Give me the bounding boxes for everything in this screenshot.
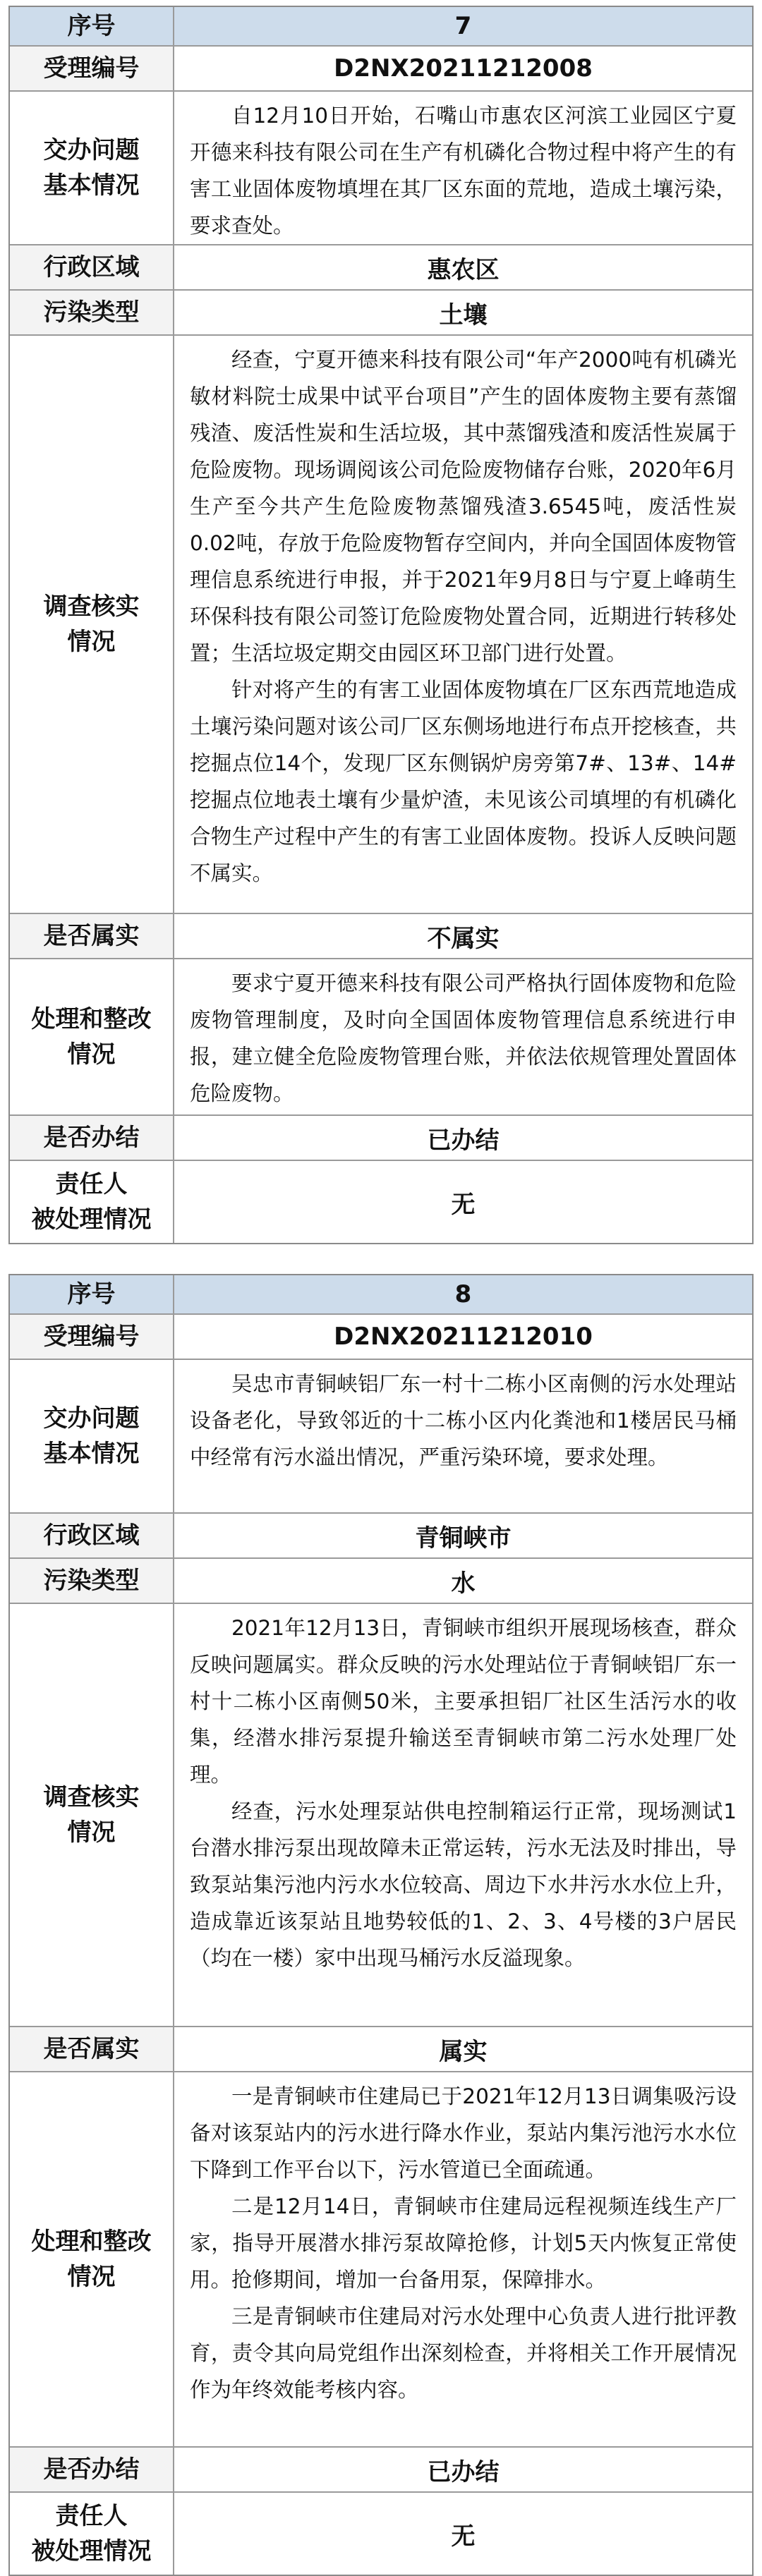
code-value: D2NX20211212010 bbox=[334, 1323, 593, 1351]
investigation-label: 调查核实 情况 bbox=[10, 336, 174, 913]
row-handling bbox=[10, 959, 752, 1116]
done-label: 是否办结 bbox=[10, 2448, 174, 2491]
investigation-text bbox=[174, 1604, 752, 2026]
row-responsible bbox=[10, 2493, 752, 2575]
seq-value: 8 bbox=[174, 1275, 752, 1313]
handling-label: 处理和整改 情况 bbox=[10, 959, 174, 1114]
issue-label: 交办问题 基本情况 bbox=[10, 92, 174, 244]
code-label: 受理编号 bbox=[10, 1315, 174, 1359]
responsible-label: 责任人 被处理情况 bbox=[10, 2493, 174, 2575]
code-label: 受理编号 bbox=[10, 47, 174, 90]
seq-label: 序号 bbox=[10, 1275, 174, 1313]
region-label: 行政区域 bbox=[10, 245, 174, 289]
row-region bbox=[10, 245, 752, 291]
handling-text bbox=[174, 2072, 752, 2446]
responsible-label: 责任人 被处理情况 bbox=[10, 1161, 174, 1243]
handling-para: 要求宁夏开德来科技有限公司严格执行固体废物和危险废物管理制度，及时向全国固体废物管理信息系统进行申报，建立健全危险废物管理台账，并依法依规管理处置固体危险废物。 bbox=[190, 971, 737, 1105]
true-value: 属实 bbox=[439, 2037, 488, 2066]
investigation-text bbox=[174, 336, 752, 913]
handling-para: 二是12月14日，青铜峡市住建局远程视频连线生产厂家，指导开展潜水排污泵故障抢修，计划5天内恢复正常使用。抢修期间，增加一台备用泵，保障排水。 bbox=[190, 2194, 737, 2292]
seq-value: 7 bbox=[174, 7, 752, 45]
row-code bbox=[10, 1315, 752, 1360]
seq-label: 序号 bbox=[10, 7, 174, 45]
row-handling bbox=[10, 2072, 752, 2448]
done-label: 是否办结 bbox=[10, 1116, 174, 1160]
row-done bbox=[10, 2448, 752, 2493]
issue-text: 自12月10日开始，石嘴山市惠农区河滨工业园区宁夏开德来科技有限公司在生产有机磷化合物过程中将产生的有害工业固体废物填埋在其厂区东面的荒地，造成土壤污染，要求查处。 bbox=[190, 104, 737, 238]
region-label: 行政区域 bbox=[10, 1514, 174, 1557]
row-done bbox=[10, 1116, 752, 1161]
investigation-para: 2021年12月13日，青铜峡市组织开展现场核查，群众反映问题属实。群众反映的污水处理站位于青铜峡铝厂东一村十二栋小区南侧50米，主要承担铝厂社区生活污水的收集，经潜水排污泵提升输送至青铜峡市第二污水处理厂处理。 bbox=[190, 1616, 737, 1787]
handling-para: 三是青铜峡市住建局对污水处理中心负责人进行批评教育，责令其向局党组作出深刻检查，并将相关工作开展情况作为年终效能考核内容。 bbox=[190, 2304, 737, 2402]
pollution-type-label: 污染类型 bbox=[10, 1559, 174, 1603]
responsible-value: 无 bbox=[451, 1190, 476, 1219]
region-value: 青铜峡市 bbox=[415, 1524, 512, 1553]
row-code bbox=[10, 47, 752, 92]
row-investigation bbox=[10, 336, 752, 914]
handling-para: 一是青铜峡市住建局已于2021年12月13日调集吸污设备对该泵站内的污水进行降水作业，泵站内集污池污水水位下降到工作平台以下，污水管道已全面疏通。 bbox=[190, 2084, 737, 2182]
pollution-type-label: 污染类型 bbox=[10, 291, 174, 334]
row-region bbox=[10, 1514, 752, 1559]
row-pollution-type bbox=[10, 1559, 752, 1604]
case-card-8 bbox=[8, 1274, 754, 2576]
true-label: 是否属实 bbox=[10, 914, 174, 958]
case-card-7 bbox=[8, 6, 754, 1244]
row-seq bbox=[10, 7, 752, 47]
investigation-para: 经查，污水处理泵站供电控制箱运行正常，现场测试1台潜水排污泵出现故障未正常运转，污水无法及时排出，导致泵站集污池内污水水位较高、周边下水井污水水位上升，造成靠近该泵站且地势较低的1、2、3、4号楼的3户居民（均在一楼）家中出现马桶污水反溢现象。 bbox=[190, 1799, 737, 1970]
handling-label: 处理和整改 情况 bbox=[10, 2072, 174, 2446]
issue-text: 吴忠市青铜峡铝厂东一村十二栋小区南侧的污水处理站设备老化，导致邻近的十二栋小区内化粪池和1楼居民马桶中经常有污水溢出情况，严重污染环境，要求处理。 bbox=[190, 1372, 737, 1469]
done-value: 已办结 bbox=[427, 1126, 500, 1155]
true-value: 不属实 bbox=[427, 924, 500, 953]
row-issue bbox=[10, 92, 752, 245]
investigation-label: 调查核实 情况 bbox=[10, 1604, 174, 2026]
code-value: D2NX20211212008 bbox=[334, 54, 593, 83]
investigation-para: 针对将产生的有害工业固体废物填在厂区东西荒地造成土壤污染问题对该公司厂区东侧场地进行布点开挖核查，共挖掘点位14个，发现厂区东侧锅炉房旁第7#、13#、14#挖掘点位地表土壤有少量炉渣，未见该公司填埋的有机磷化合物生产过程中产生的有害工业固体废物。投诉人反映问题不属实。 bbox=[190, 678, 737, 885]
row-issue bbox=[10, 1360, 752, 1514]
pollution-type-value: 水 bbox=[451, 1569, 476, 1598]
investigation-para: 经查，宁夏开德来科技有限公司“年产2000吨有机磷光敏材料院士成果中试平台项目”产生的固体废物主要有蒸馏残渣、废活性炭和生活垃圾，其中蒸馏残渣和废活性炭属于危险废物。现场调阅该公司危险废物储存台账，2020年6月生产至今共产生危险废物蒸馏残渣3.6545吨，废活性炭0.02吨，存放于危险废物暂存空间内，并向全国固体废物管理信息系统进行申报，并于2021年9月8日与宁夏上峰萌生环保科技有限公司签订危险废物处置合同，近期进行转移处置；生活垃圾定期交由园区环卫部门进行处置。 bbox=[190, 348, 737, 665]
issue-label: 交办问题 基本情况 bbox=[10, 1360, 174, 1512]
pollution-type-value: 土壤 bbox=[439, 300, 488, 329]
row-seq bbox=[10, 1275, 752, 1315]
row-investigation bbox=[10, 1604, 752, 2027]
row-responsible bbox=[10, 1161, 752, 1243]
true-label: 是否属实 bbox=[10, 2027, 174, 2071]
handling-text bbox=[174, 959, 752, 1114]
done-value: 已办结 bbox=[427, 2457, 500, 2486]
row-pollution-type bbox=[10, 291, 752, 336]
responsible-value: 无 bbox=[451, 2522, 476, 2551]
row-true bbox=[10, 2027, 752, 2072]
region-value: 惠农区 bbox=[427, 255, 500, 284]
row-true bbox=[10, 914, 752, 959]
